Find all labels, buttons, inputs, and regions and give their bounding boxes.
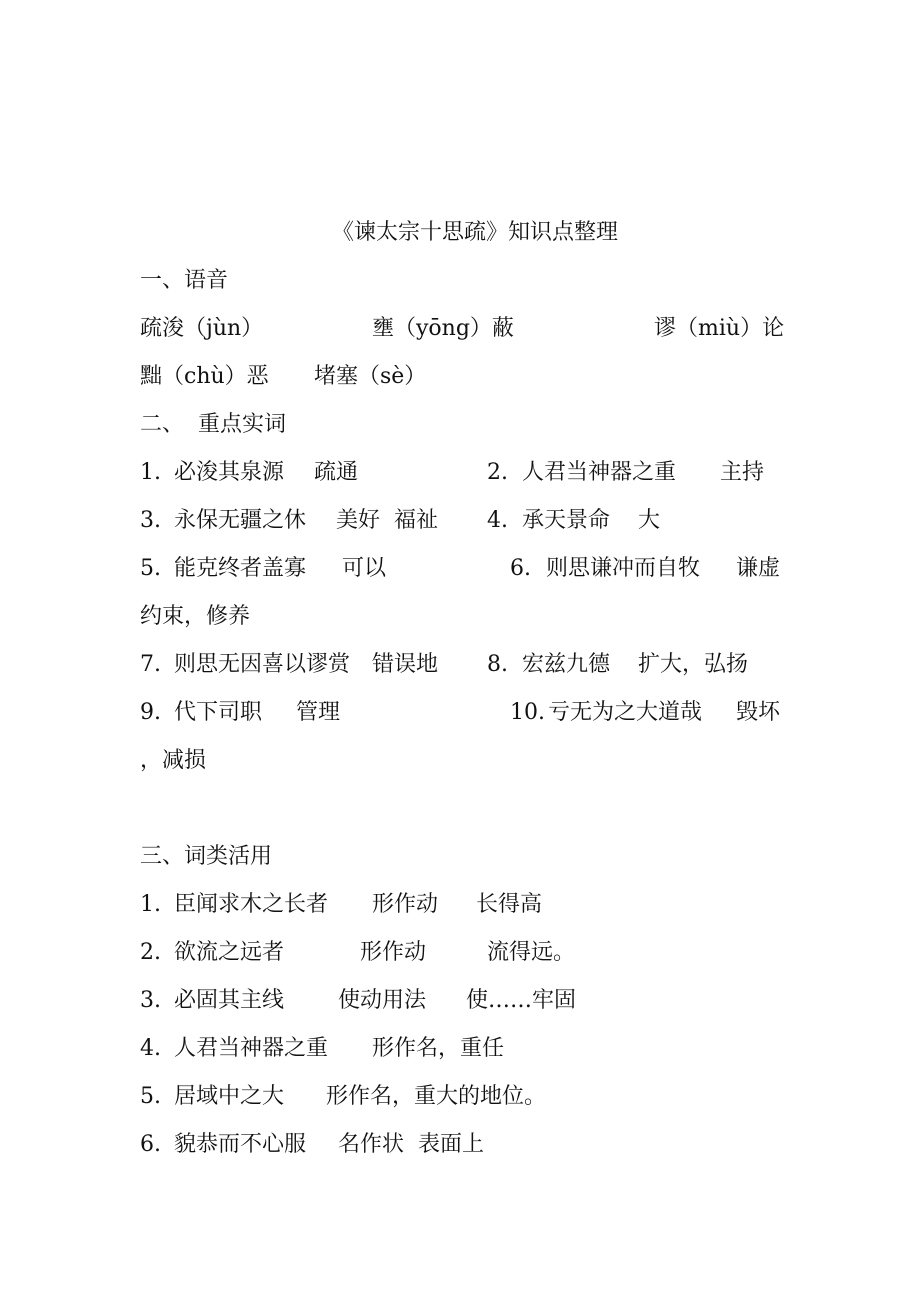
section-3-heading: 三、词类活用 — [140, 844, 273, 869]
list-item-meaning: 美好 福祉 — [336, 508, 438, 533]
list-item-number: 7. — [140, 652, 161, 677]
list-item-meaning: 使……牢固 — [466, 988, 577, 1013]
list-item-meaning: 流得远。 — [487, 940, 576, 965]
list-item-number: 2. — [487, 460, 508, 485]
list-item-meaning: 毁坏 — [736, 700, 781, 725]
list-item-meaning: 长得高 — [476, 892, 543, 917]
list-item-number: 10. — [510, 700, 545, 725]
list-item-wrap: 约束，修养 — [140, 604, 251, 629]
list-item-meaning: 主持 — [720, 460, 765, 485]
list-item-type: 名作状 — [338, 1132, 405, 1157]
list-item-meaning: 错误地 — [372, 652, 439, 677]
pinyin-item: 堵塞（sè） — [314, 364, 427, 389]
list-item-text: 欲流之远者 — [174, 940, 285, 965]
list-item-meaning: 管理 — [296, 700, 341, 725]
list-item-type: 使动用法 — [338, 988, 427, 1013]
pinyin-item: 疏浚（jùn） — [140, 316, 264, 341]
list-item-text: 承天景命 — [522, 508, 611, 533]
list-item-type: 形作动 — [360, 940, 427, 965]
list-item-text: 永保无疆之休 — [174, 508, 307, 533]
list-item-number: 8. — [487, 652, 508, 677]
list-item-number: 6. — [510, 556, 531, 581]
pinyin-item: 谬（miù）论 — [654, 316, 785, 341]
list-item-text: 则思谦冲而自牧 — [546, 556, 701, 581]
list-item-text: 人君当神器之重 — [522, 460, 677, 485]
pinyin-item: 黜（chù）恶 — [140, 364, 269, 389]
list-item-type: 形作名，重任 — [372, 1036, 505, 1061]
list-item-meaning: 疏通 — [314, 460, 359, 485]
list-item-meaning: 可以 — [342, 556, 387, 581]
list-item-meaning: 大 — [638, 508, 661, 533]
list-item-text: 臣闻求木之长者 — [174, 892, 329, 917]
list-item-number: 4. — [487, 508, 508, 533]
list-item-text: 必浚其泉源 — [174, 460, 285, 485]
list-item-number: 3. — [140, 508, 161, 533]
list-item-number: 1. — [140, 460, 161, 485]
list-item-text: 必固其主线 — [174, 988, 285, 1013]
list-item-text: 代下司职 — [174, 700, 263, 725]
section-2-heading: 二、 重点实词 — [140, 412, 286, 437]
list-item-text: 能克终者盖寡 — [174, 556, 307, 581]
list-item-number: 5. — [140, 556, 161, 581]
list-item-text: 则思无因喜以谬赏 — [174, 652, 351, 677]
list-item-text: 宏兹九德 — [522, 652, 611, 677]
list-item-text: 亏无为之大道哉 — [548, 700, 703, 725]
list-item-wrap: ，减损 — [140, 748, 207, 773]
list-item-text: 居域中之大 — [174, 1084, 285, 1109]
section-1-heading: 一、语音 — [140, 268, 229, 293]
list-item-meaning: 表面上 — [418, 1132, 485, 1157]
list-item-number: 1. — [140, 892, 161, 917]
list-item-number: 9. — [140, 700, 161, 725]
list-item-number: 6. — [140, 1132, 161, 1157]
pinyin-item: 壅（yōng）蔽 — [372, 316, 514, 341]
list-item-meaning: 谦虚 — [736, 556, 781, 581]
list-item-number: 5. — [140, 1084, 161, 1109]
list-item-text: 貌恭而不心服 — [174, 1132, 307, 1157]
list-item-number: 3. — [140, 988, 161, 1013]
list-item-number: 4. — [140, 1036, 161, 1061]
list-item-meaning: 扩大，弘扬 — [638, 652, 749, 677]
list-item-text: 人君当神器之重 — [174, 1036, 329, 1061]
list-item-number: 2. — [140, 940, 161, 965]
list-item-type: 形作动 — [372, 892, 439, 917]
page-title: 《谏太宗十思疏》知识点整理 — [331, 220, 618, 245]
list-item-type: 形作名，重大的地位。 — [326, 1084, 547, 1109]
